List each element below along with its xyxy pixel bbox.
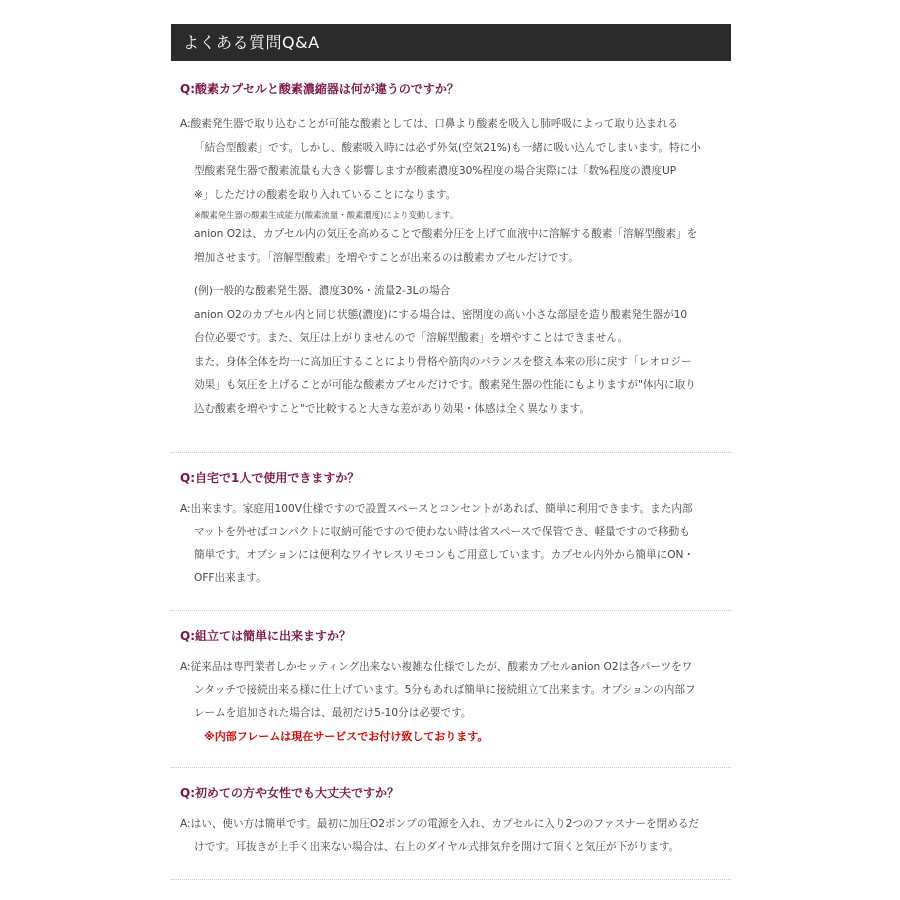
answer-line: 台位必要です。また、気圧は上がりませんので「溶解型酸素」を増やすことはできません。	[194, 332, 629, 344]
answer-line: 型酸素発生器で酸素流量も大きく影響しますが酸素濃度30%程度の場合実際には「数%程度の濃度UP	[194, 165, 677, 177]
faq-item-1	[171, 61, 731, 453]
faq-question-4: Q:初めての方や女性でも大丈夫ですか？	[180, 786, 400, 800]
answer-line: 効果」も気圧を上げることが可能な酸素カプセルだけです。酸素発生器の性能にもよりますが"体内に取り	[194, 379, 696, 391]
answer-line: レームを追加された場合は、最初だけ5-10分は必要です。	[194, 707, 472, 719]
answer-note: ※酸素発生器の酸素生成能力(酸素流量・酸素濃度)により変動します。	[194, 210, 459, 220]
faq-answer-4	[171, 813, 731, 859]
answer-line: anion O2は、カプセル内の気圧を高めることで酸素分圧を上げて血液中に溶解する酸素「溶解型酸素」を	[194, 228, 698, 240]
faq-divider	[171, 879, 731, 880]
answer-line: anion O2のカプセル内と同じ状態(濃度)にする場合は、密閉度の高い小さな部屋を造り酸素発生器が10	[194, 308, 688, 321]
faq-question-2: Q:自宅で1人で使用できますか？	[180, 471, 360, 485]
answer-line: A:従来品は専門業者しかセッティング出来ない複雑な仕様でしたが、酸素カプセルanion O2は各パーツをワ	[180, 661, 693, 673]
faq-header	[171, 24, 731, 61]
answer-line: (例)一般的な酸素発生器、濃度30%・流量2-3Lの場合	[194, 285, 451, 297]
faq-header-title: よくある質問Q&A	[183, 33, 320, 52]
faq-item-4	[171, 768, 731, 880]
answer-line: ※」しただけの酸素を取り入れていることになります。	[194, 188, 457, 201]
answer-line: 簡単です。オプションには便利なワイヤレスリモコンもご用意しています。カプセル内外から簡単にON・	[194, 549, 695, 561]
faq-answer-1	[171, 113, 731, 421]
answer-line: A:はい、使い方は簡単です。最初に加圧O2ポンプの電源を入れ、カプセルに入り2つのファスナーを閉めるだ	[180, 818, 700, 830]
faq-item-3	[171, 611, 731, 768]
answer-line: 増加させます。「溶解型酸素」を増やすことが出来るのは酸素カプセルだけです。	[194, 251, 579, 264]
faq-page	[171, 24, 731, 880]
service-notice: ※内部フレームは現在サービスでお付け致しております。	[204, 730, 489, 743]
answer-line: マットを外せばコンパクトに収納可能ですので使わない時は省スペースで保管でき、軽量ですので移動も	[194, 526, 690, 538]
answer-line: OFF出来ます。	[194, 572, 267, 584]
faq-question-3: Q:組立ては簡単に出来ますか？	[180, 629, 352, 643]
faq-question-1: Q:酸素カプセルと酸素濃縮器は何が違うのですか？	[180, 82, 459, 96]
faq-answer-2	[171, 498, 731, 590]
answer-line: 「結合型酸素」です。しかし、酸素吸入時には必ず外気(空気21%)も一緒に吸い込んでしまいます。特に小	[194, 141, 701, 154]
answer-line: ンタッチで接続出来る様に仕上げています。5分もあれば簡単に接続組立て出来ます。オプションの内部フ	[194, 684, 696, 696]
faq-item-2	[171, 453, 731, 611]
answer-line: 込む酸素を増やすこと"で比較すると大きな差があり効果・体感は全く異なります。	[194, 402, 590, 415]
answer-line: また、身体全体を均一に高加圧することにより骨格や筋肉のバランスを整え本来の形に戻す「レオロジー	[194, 355, 692, 368]
answer-line: A:出来ます。家庭用100V仕様ですので設置スペースとコンセントがあれば、簡単に利用できます。また内部	[180, 503, 693, 515]
answer-line: けです。耳抜きが上手く出来ない場合は、右上のダイヤル式排気弁を開けて頂くと気圧が下がります。	[194, 841, 680, 853]
answer-line: A:酸素発生器で取り込むことが可能な酸素としては、口鼻より酸素を吸入し肺呼吸によって取り込まれる	[180, 118, 678, 130]
faq-answer-3	[171, 656, 731, 748]
